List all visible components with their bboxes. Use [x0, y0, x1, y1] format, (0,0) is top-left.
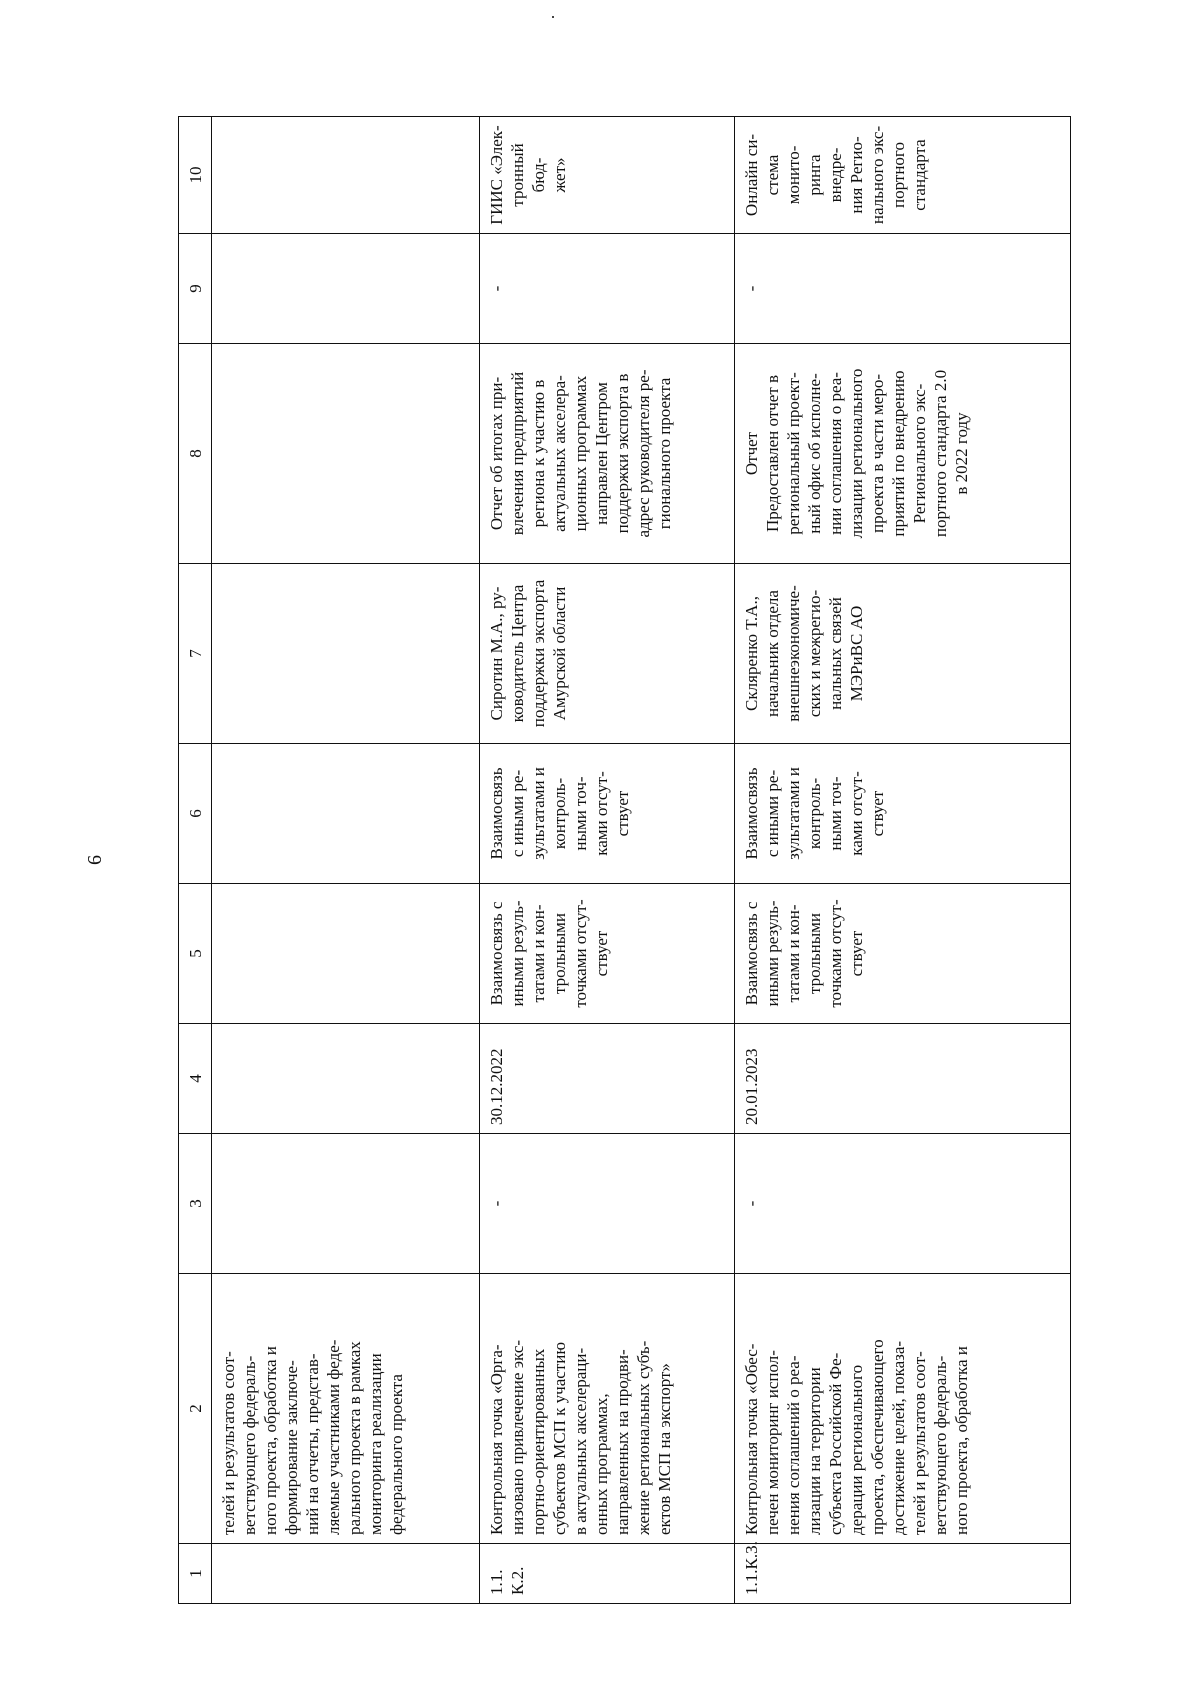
table-row-k2 — [480, 117, 735, 1604]
header-row — [179, 117, 212, 1604]
cell-result: Отчет об итогах при- влечения предприятий региона к участию в актуальных акселера- ционных программах направлен Центром поддержки экспорта в адрес руководителя ре- гионального проекта — [480, 344, 735, 564]
cell-date: 30.12.2022 — [480, 1024, 735, 1134]
cell-responsible: Сиротин М.А., ру- ководитель Центра поддержки экспорта Амурской области — [480, 564, 735, 744]
cell-col6: Взаимосвязь с иными ре- зультатами и контроль- ными точ- ками отсут- ствует — [480, 744, 735, 884]
header-cell-2: 2 — [179, 1274, 212, 1544]
cell-result — [212, 344, 480, 564]
cell-col5: Взаимосвязь с иными резуль- татами и кон- трольными точками отсут- ствует — [735, 884, 1071, 1024]
table-row-k3 — [735, 117, 1071, 1604]
cell-col6: Взаимосвязь с иными ре- зультатами и контроль- ными точ- ками отсут- ствует — [735, 744, 1071, 884]
cell-date — [212, 1024, 480, 1134]
cell-description: Контрольная точка «Обес- печен мониторинг испол- нения соглашений о реа- лизации на территории субъекта Российской Фе- дерации регионального проекта, обеспечивающего достижение целей, показа- телей и результатов соот- ветствующего федераль- ного проекта, обработка и — [735, 1274, 1071, 1544]
cell-description: Контрольная точка «Орга- низовано привлечение экс- портно-ориентированных субъектов МСП к участию в актуальных акселераци- онных программах, направленных на продви- жение региональных субъ- ектов МСП на экспорт» — [480, 1274, 735, 1544]
cell-col9: - — [480, 234, 735, 344]
cell-col9 — [212, 234, 480, 344]
cell-date: 20.01.2023 — [735, 1024, 1071, 1134]
scan-speck — [552, 16, 554, 18]
header-cell-1: 1 — [179, 1544, 212, 1604]
cell-col3: - — [480, 1134, 735, 1274]
cell-col5: Взаимосвязь с иными резуль- татами и кон- трольными точками отсут- ствует — [480, 884, 735, 1024]
cell-number: 1.1. К.2. — [480, 1544, 735, 1604]
cell-system — [212, 117, 480, 234]
header-cell-8: 8 — [179, 344, 212, 564]
header-cell-4: 4 — [179, 1024, 212, 1134]
header-cell-10: 10 — [179, 117, 212, 234]
cell-system: Онлайн си- стема монито- ринга внедре- ния Регио- нального экс- портного стандарта — [735, 117, 1071, 234]
cell-number: 1.1.К.3. — [735, 1544, 1071, 1604]
cell-responsible: Скляренко Т.А., начальник отдела внешнеэкономиче- ских и межрегио- нальных связей МЭРиВС АО — [735, 564, 1071, 744]
cell-result: Отчет Предоставлен отчет в региональный проект- ный офис об исполне- нии соглашения о реа- лизации регионального проекта в части меро- приятий по внедрению Регионального экс- портного стандарта 2.0 в 2022 году — [735, 344, 1071, 564]
cell-system: ГИИС «Элек- тронный бюд- жет» — [480, 117, 735, 234]
header-cell-7: 7 — [179, 564, 212, 744]
header-cell-9: 9 — [179, 234, 212, 344]
cell-number — [212, 1544, 480, 1604]
cell-col6 — [212, 744, 480, 884]
cell-col3: - — [735, 1134, 1071, 1274]
header-cell-6: 6 — [179, 744, 212, 884]
rotated-page-wrapper — [178, 117, 1069, 1604]
table-row-continuation — [212, 117, 480, 1604]
header-cell-3: 3 — [179, 1134, 212, 1274]
project-table — [178, 116, 1071, 1604]
page-number: 6 — [84, 855, 106, 865]
cell-description: телей и результатов соот- ветствующего федераль- ного проекта, обработка и формирование заключе- ний на отчеты, представ- ляемые участниками феде- рального проекта в рамках мониторинга реализации федерального проекта — [212, 1274, 480, 1544]
cell-responsible — [212, 564, 480, 744]
cell-col5 — [212, 884, 480, 1024]
cell-col9: - — [735, 234, 1071, 344]
cell-col3 — [212, 1134, 480, 1274]
header-cell-5: 5 — [179, 884, 212, 1024]
